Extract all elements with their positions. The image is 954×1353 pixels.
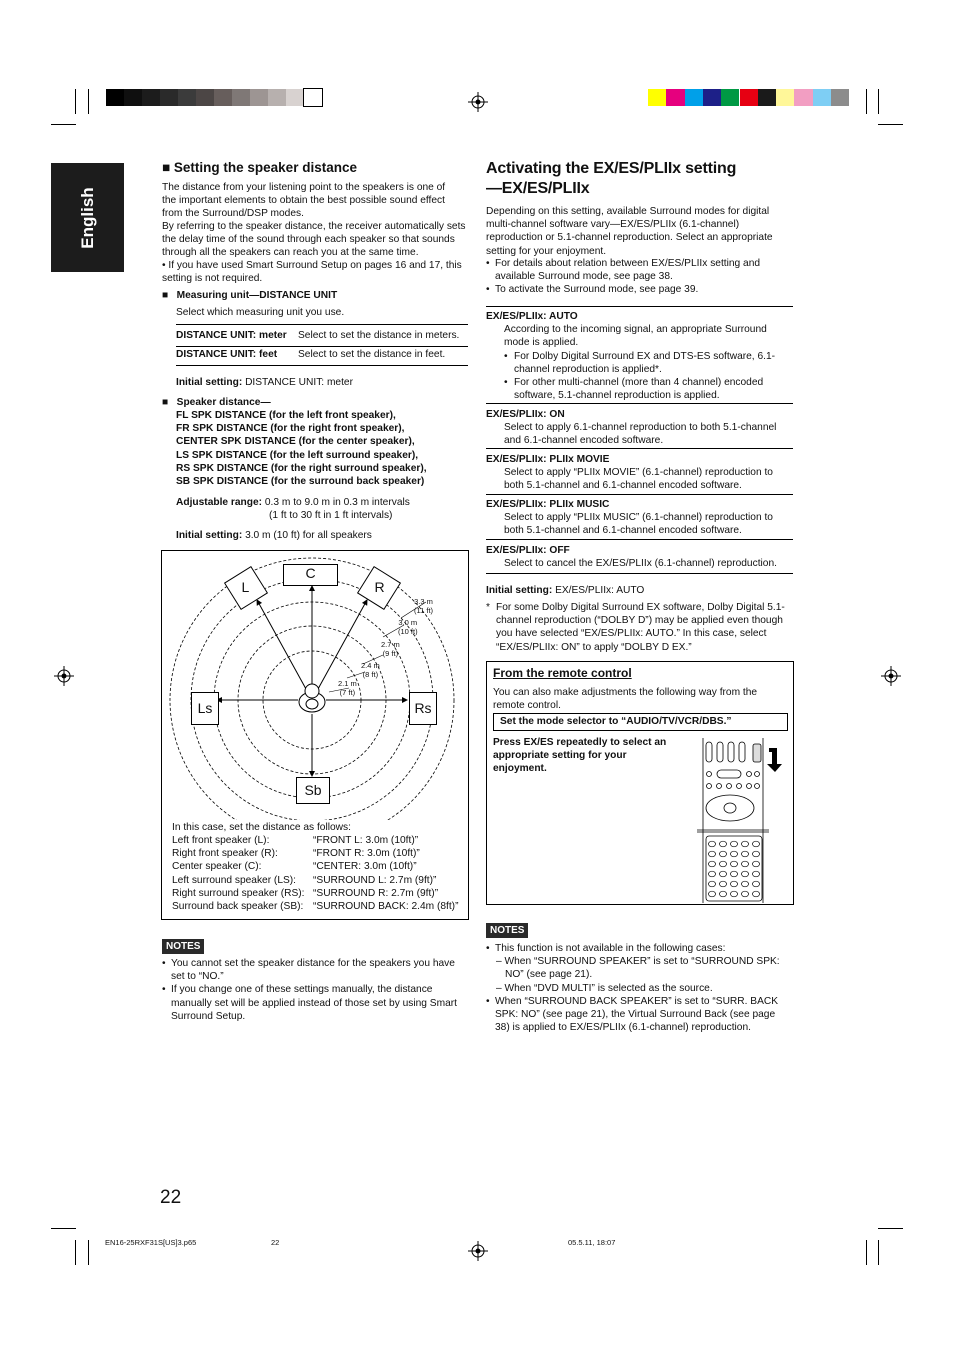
remote-key: [731, 851, 738, 857]
intro-bullet: • If you have used Smart Surround Setup on pages 16 and 17, this setting is not required.: [162, 260, 462, 285]
speaker-distance-list: FL SPK DISTANCE (for the left front speaker), FR SPK DISTANCE (for the right front speaker), CENTER SPK DISTANCE (for the center speaker), LS SPK DISTANCE (for the left surround speaker), RS SPK DISTANCE (for the right surround speaker), SB SPK DISTANCE (for the surround back speaker): [176, 410, 427, 488]
remote-key: [720, 881, 727, 887]
remote-key: [742, 841, 749, 847]
unit-row-feet: DISTANCE UNIT: feet Select to set the distance in feet.: [176, 349, 446, 360]
remote-key: [753, 851, 760, 857]
option-pliix-movie: EX/ES/PLIIx: PLIIx MOVIE Select to apply “PLIIx MOVIE” (6.1-channel) reproduction to both 5.1-channel and 6.1-channel encoded software.: [486, 454, 773, 492]
diagram-caption: In this case, set the distance as follows:: [172, 822, 351, 833]
table-rule: [176, 324, 468, 325]
speaker-ls: Ls: [191, 692, 219, 725]
table-rule: [176, 365, 468, 366]
notes-badge: NOTES: [162, 939, 204, 954]
intro-paragraph-2: By referring to the speaker distance, the receiver automatically sets the delay time of the sound through each speaker so that sounds through all the speakers can reach you at the same time.: [162, 221, 466, 259]
remote-key: [720, 861, 727, 867]
remote-desc: You can also make adjustments the following way from the remote control.: [493, 687, 758, 712]
speaker-sb: Sb: [296, 777, 330, 804]
distance-initial-setting: Initial setting: 3.0 m (10 ft) for all speakers: [176, 530, 372, 541]
color-swatch: [776, 89, 794, 106]
footer-page: 22: [271, 1238, 280, 1247]
table-rule: [486, 306, 793, 307]
color-swatch: [813, 89, 831, 106]
remote-key: [742, 871, 749, 877]
distance-label: 2.4 m (8 ft): [361, 661, 380, 679]
adjustable-range: Adjustable range: 0.3 m to 9.0 m in 0.3 m intervals: [176, 497, 410, 508]
remote-key: [742, 891, 749, 897]
registration-mark-icon: [468, 92, 488, 112]
remote-key: [731, 861, 738, 867]
right-intro: Depending on this setting, available Surround modes for digital multi-channel software vary—EX/ES/PLIIx (6.1-channel) reproduction or 5.1-channel reproduction. Select an appropriate setting for your enjoyment.: [486, 206, 773, 257]
remote-key: [720, 841, 727, 847]
color-swatch: [124, 89, 142, 106]
color-swatch: [794, 89, 812, 106]
remote-key: [709, 881, 716, 887]
remote-key: [742, 851, 749, 857]
remote-key: [731, 871, 738, 877]
option-on: EX/ES/PLIIx: ON Select to apply 6.1-channel reproduction to both 5.1-channel and 6.1-channel encoded software.: [486, 409, 777, 447]
footer-filename: EN16-25RXF31S[US]3.p65: [105, 1238, 197, 1247]
color-swatch: [666, 89, 684, 106]
registration-mark-icon: [54, 666, 74, 686]
color-swatch: [648, 89, 666, 106]
color-swatch: [758, 89, 776, 106]
table-rule: [486, 539, 793, 540]
color-swatch: [286, 89, 304, 106]
remote-key: [742, 881, 749, 887]
unit-initial-setting: Initial setting: DISTANCE UNIT: meter: [176, 377, 353, 388]
remote-key: [742, 861, 749, 867]
remote-key: [753, 881, 760, 887]
speaker-distance-title: ■ Speaker distance—: [162, 397, 271, 408]
right-initial-setting: Initial setting: EX/ES/PLIIx: AUTO: [486, 585, 645, 596]
listener-icon: [299, 684, 325, 712]
table-rule: [486, 403, 793, 404]
remote-instruction: Press EX/ES repeatedly to select an appropriate setting for your enjoyment.: [493, 737, 667, 775]
color-swatch: [178, 89, 196, 106]
color-swatch: [703, 89, 721, 106]
speaker-rs: Rs: [409, 692, 437, 725]
table-rule: [486, 494, 793, 495]
page-title: Activating the EX/ES/PLIIx setting —EX/ES/PLIIx: [486, 160, 737, 197]
color-swatch: [160, 89, 178, 106]
intro-paragraph: The distance from your listening point to the speakers is one of the important elements to obtain the best possible sound effect from the Surround/DSP modes.: [162, 182, 446, 220]
option-off: EX/ES/PLIIx: OFF Select to cancel the EX/ES/PLIIx (6.1-channel) reproduction.: [486, 545, 777, 570]
color-swatch: [304, 89, 322, 106]
color-swatch: [250, 89, 268, 106]
remote-key: [709, 871, 716, 877]
distance-settings-table: Left front speaker (L): “FRONT L: 3.0m (10ft)” Right front speaker (R): “FRONT R: 3.0m (10ft)” Center speaker (C): “CENTER: 3.0m (10ft)” Left surround speaker (LS): “SURROUND L: 2.7m (9ft)” Right surround speaker (RS): “SURROUND R: 2.7m (9ft)” Surround back speaker (SB): “SURROUND BACK: 2.4m (8ft)”: [172, 835, 459, 913]
language-side-tab: English: [51, 163, 124, 272]
color-swatch: [232, 89, 250, 106]
color-swatch: [106, 89, 124, 106]
remote-heading: From the remote control: [493, 666, 632, 680]
table-rule: [176, 346, 468, 347]
remote-key: [753, 861, 760, 867]
distance-label: 2.1 m (7 ft): [338, 679, 357, 697]
footer-date: 05.5.11, 18:07: [568, 1238, 616, 1247]
distance-label: 3.0 m (10 ft): [398, 618, 418, 636]
speaker-c: C: [283, 564, 338, 586]
remote-control-icon: [697, 738, 789, 903]
remote-key: [753, 841, 760, 847]
measuring-unit-title: ■ Measuring unit—DISTANCE UNIT: [162, 290, 338, 301]
table-rule: [486, 573, 793, 574]
unit-row-meter: DISTANCE UNIT: meter Select to set the distance in meters.: [176, 330, 460, 341]
mode-selector-box: Set the mode selector to “AUDIO/TV/VCR/DBS.”: [493, 713, 788, 731]
distance-label: 2.7 m (9 ft): [381, 640, 400, 658]
remote-key: [731, 881, 738, 887]
color-swatch: [685, 89, 703, 106]
color-swatch: [721, 89, 739, 106]
remote-key: [720, 851, 727, 857]
notes-list: • You cannot set the speaker distance for the speakers you have set to “NO.” • If you change one of these settings manually, the distance manually set will be applied instead of those set by using Smart Surround Setup.: [162, 958, 457, 1022]
page-number: 22: [160, 1187, 182, 1208]
remote-key: [709, 841, 716, 847]
registration-mark-icon: [881, 666, 901, 686]
remote-key: [709, 891, 716, 897]
table-rule: [486, 448, 793, 449]
color-swatch: [142, 89, 160, 106]
color-swatch: [268, 89, 286, 106]
option-pliix-music: EX/ES/PLIIx: PLIIx MUSIC Select to apply “PLIIx MUSIC” (6.1-channel) reproduction to both 5.1-channel and 6.1-channel encoded software.: [486, 499, 773, 537]
section-heading: ■ Setting the speaker distance: [162, 160, 357, 175]
measuring-unit-desc: Select which measuring unit you use.: [176, 307, 345, 318]
right-intro-bullets: • For details about relation between EX/ES/PLIIx setting and available Surround mode, see page 38. • To activate the Surround mode, see page 39.: [486, 258, 761, 296]
notes-badge: NOTES: [486, 923, 528, 938]
remote-key: [709, 861, 716, 867]
footnote: * For some Dolby Digital Surround EX software, Dolby Digital 5.1-channel reproduction (“DOLBY D”) may be applied even though you have selected “EX/ES/PLIIx: AUTO.” In this case, select “EX/ES/PLIIx: ON” to apply “DOLBY D EX.”: [486, 602, 785, 653]
speaker-l: L: [224, 566, 268, 610]
color-swatch: [831, 89, 849, 106]
speaker-r: R: [357, 566, 401, 610]
remote-key: [731, 891, 738, 897]
remote-key: [720, 891, 727, 897]
color-swatch: [214, 89, 232, 106]
remote-key: [720, 871, 727, 877]
remote-key: [753, 871, 760, 877]
option-auto: EX/ES/PLIIx: AUTO According to the incoming signal, an appropriate Surround mode is applied. • For Dolby Digital Surround EX and DTS-ES software, 6.1-channel reproduction is applied*. • For other multi-channel (more than 4 channel) encoded software, 5.1-channel reproduction is applied.: [486, 311, 776, 402]
remote-key: [709, 851, 716, 857]
distance-label: 3.3 m (11 ft): [414, 597, 434, 615]
adjustable-range-feet: (1 ft to 30 ft in 1 ft intervals): [269, 510, 393, 521]
right-notes: • This function is not available in the following cases: – When “SURROUND SPEAKER” is set to “SURROUND SPK: NO” (see page 21). – When “DVD MULTI” is selected as the source. • When “SURROUND BACK SPEAKER” is set to “SURR. BACK SPK: NO” (see page 21), the Virtual Surround Back (see page 38) is applied to EX/ES/PLIIx (6.1-channel) reproduction.: [486, 943, 780, 1034]
color-swatch: [740, 89, 758, 106]
registration-mark-icon: [468, 1241, 488, 1261]
remote-key: [753, 891, 760, 897]
color-swatch: [196, 89, 214, 106]
remote-key: [731, 841, 738, 847]
